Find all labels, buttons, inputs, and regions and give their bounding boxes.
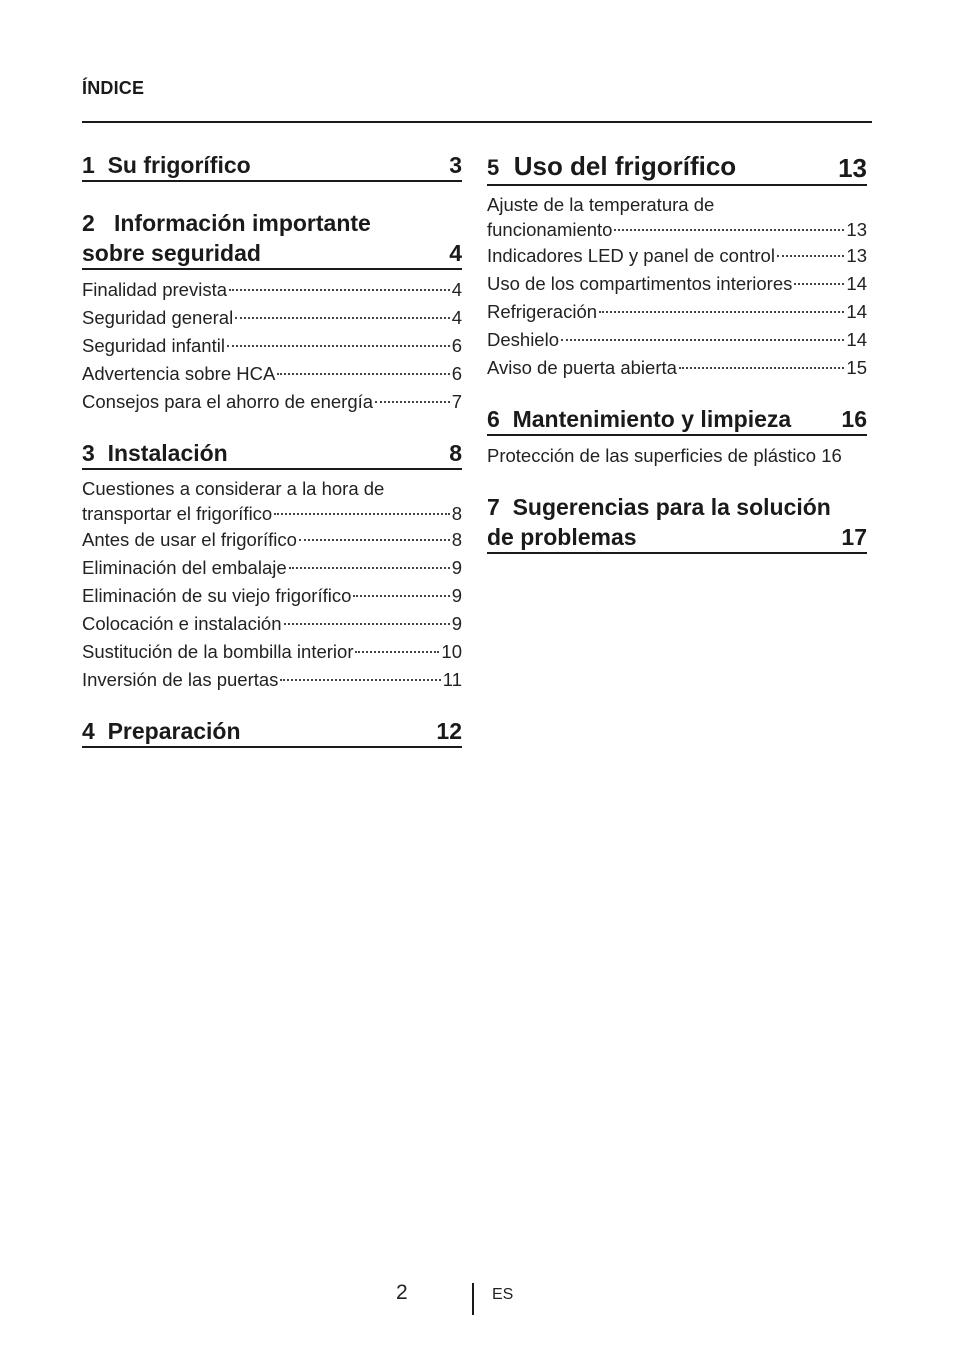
- toc-entry[interactable]: Ajuste de la temperatura de funcionamiento 13: [487, 194, 867, 240]
- toc-entry[interactable]: Uso de los compartimentos interiores 14: [487, 273, 867, 294]
- toc-section-4-heading[interactable]: [82, 716, 462, 748]
- toc-entry[interactable]: Eliminación del embalaje 9: [82, 557, 462, 578]
- section-number: 2: [82, 210, 95, 236]
- toc-entry[interactable]: Cuestiones a considerar a la hora de transportar el frigorífico 8: [82, 478, 462, 524]
- toc-entry[interactable]: Finalidad prevista 4: [82, 279, 462, 300]
- toc-entry[interactable]: Aviso de puerta abierta 15: [487, 357, 867, 378]
- toc-entry[interactable]: Inversión de las puertas 11: [82, 669, 462, 690]
- toc-entry[interactable]: Refrigeración 14: [487, 301, 867, 322]
- page-number: 2: [396, 1281, 408, 1304]
- toc-entry[interactable]: Consejos para el ahorro de energía 7: [82, 391, 462, 412]
- toc-entry[interactable]: Indicadores LED y panel de control 13: [487, 245, 867, 266]
- toc-section-6-entries: [487, 442, 867, 470]
- toc-section-3-entries: [82, 476, 462, 694]
- section-title: Uso del frigorífico: [513, 151, 737, 181]
- toc-entry[interactable]: Eliminación de su viejo frigorífico 9: [82, 585, 462, 606]
- toc-entry[interactable]: Deshielo 14: [487, 329, 867, 350]
- toc-entry[interactable]: Sustitución de la bombilla interior 10: [82, 641, 462, 662]
- section-title-line2: de problemas: [487, 524, 637, 550]
- section-page: 12: [436, 718, 462, 744]
- section-page: 13: [838, 153, 867, 183]
- section-title-line1: Información importante: [113, 210, 371, 236]
- toc-entry[interactable]: Advertencia sobre HCA 6: [82, 363, 462, 384]
- footer-divider: [472, 1283, 474, 1315]
- section-page: 8: [449, 440, 462, 466]
- toc-section-5-heading[interactable]: [487, 150, 867, 186]
- toc-entry[interactable]: Seguridad general 4: [82, 307, 462, 328]
- section-page: 4: [449, 240, 462, 266]
- section-number: 6: [487, 406, 500, 432]
- section-page: 16: [841, 406, 867, 432]
- page-title: ÍNDICE: [82, 78, 145, 98]
- section-title: Instalación: [107, 440, 228, 466]
- toc-section-5-entries: [487, 192, 867, 382]
- section-page: 17: [841, 524, 867, 550]
- section-number: 4: [82, 718, 95, 744]
- toc-entry[interactable]: Protección de las superficies de plástico 16: [487, 445, 842, 466]
- toc-section-1-heading[interactable]: [82, 150, 462, 182]
- section-title: Mantenimiento y limpieza: [512, 406, 792, 432]
- section-number: 7: [487, 494, 500, 520]
- section-number: 1: [82, 152, 95, 178]
- section-title: Su frigorífico: [107, 152, 251, 178]
- section-title: Preparación: [107, 718, 241, 744]
- toc-left-column: [82, 150, 462, 748]
- toc-section-7-heading[interactable]: [487, 492, 867, 554]
- toc-section-2-entries: [82, 276, 462, 416]
- section-page: 3: [449, 152, 462, 178]
- toc-entry[interactable]: Antes de usar el frigorífico 8: [82, 529, 462, 550]
- section-title-line1: Sugerencias para la solución: [512, 494, 831, 520]
- toc-section-2-heading[interactable]: [82, 208, 462, 270]
- section-title-line2: sobre seguridad: [82, 240, 261, 266]
- section-number: 3: [82, 440, 95, 466]
- toc-section-3-heading[interactable]: [82, 438, 462, 470]
- toc-entry[interactable]: Colocación e instalación 9: [82, 613, 462, 634]
- section-number: 5: [487, 155, 500, 180]
- language-code: ES: [492, 1286, 514, 1303]
- toc-right-column: [487, 150, 867, 554]
- toc-entry[interactable]: Seguridad infantil 6: [82, 335, 462, 356]
- header-divider: [82, 121, 872, 123]
- toc-section-6-heading[interactable]: [487, 404, 867, 436]
